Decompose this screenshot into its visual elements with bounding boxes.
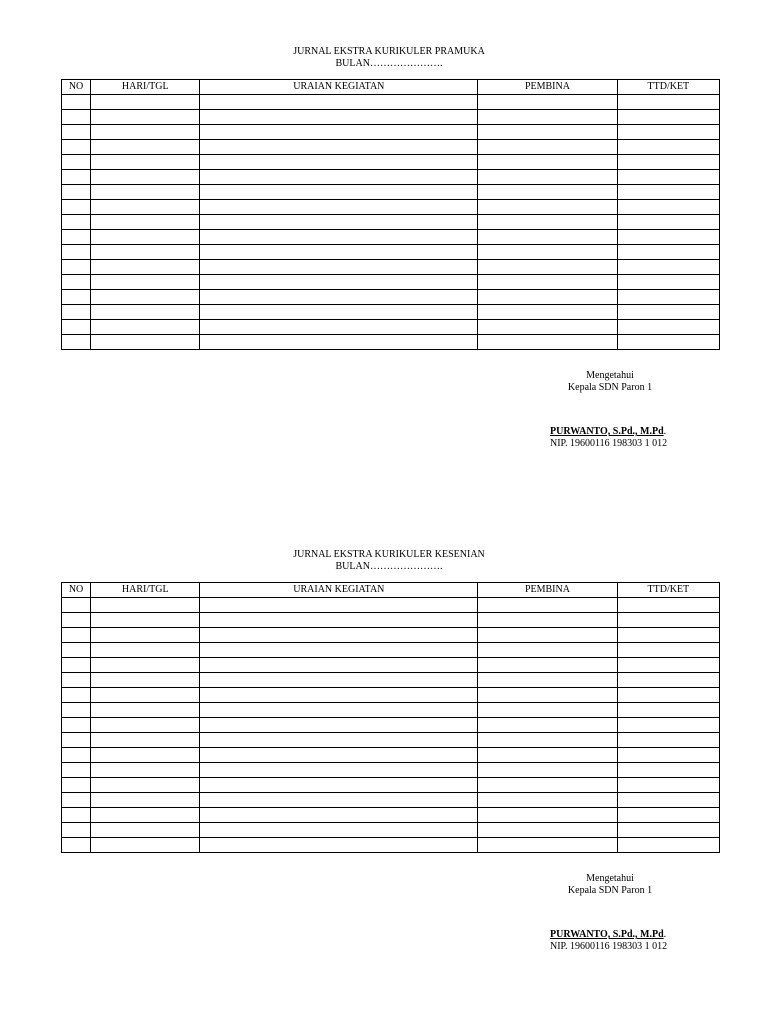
principal-nip: NIP. 19600116 198303 1 012	[550, 438, 668, 449]
cell-ttd-ket	[617, 823, 719, 838]
cell-hari-tgl	[91, 125, 200, 140]
cell-no	[62, 748, 91, 763]
cell-pembina	[478, 673, 617, 688]
cell-no	[62, 703, 91, 718]
cell-ttd-ket	[617, 320, 719, 335]
cell-no	[62, 643, 91, 658]
table-row	[62, 823, 720, 838]
table-row	[62, 275, 720, 290]
header-uraian-kegiatan: URAIAN KEGIATAN	[200, 80, 478, 95]
cell-uraian-kegiatan	[200, 320, 478, 335]
cell-hari-tgl	[91, 718, 200, 733]
table-row	[62, 95, 720, 110]
table-row	[62, 215, 720, 230]
cell-ttd-ket	[617, 335, 719, 350]
cell-no	[62, 688, 91, 703]
cell-hari-tgl	[91, 778, 200, 793]
cell-pembina	[478, 823, 617, 838]
cell-ttd-ket	[617, 95, 719, 110]
cell-ttd-ket	[617, 703, 719, 718]
cell-pembina	[478, 598, 617, 613]
cell-ttd-ket	[617, 778, 719, 793]
cell-ttd-ket	[617, 215, 719, 230]
cell-hari-tgl	[91, 838, 200, 853]
cell-no	[62, 778, 91, 793]
cell-pembina	[478, 170, 617, 185]
cell-hari-tgl	[91, 305, 200, 320]
table-row	[62, 673, 720, 688]
header-uraian-kegiatan: URAIAN KEGIATAN	[200, 583, 478, 598]
cell-no	[62, 335, 91, 350]
cell-ttd-ket	[617, 275, 719, 290]
cell-hari-tgl	[91, 763, 200, 778]
cell-uraian-kegiatan	[200, 688, 478, 703]
cell-pembina	[478, 793, 617, 808]
cell-uraian-kegiatan	[200, 673, 478, 688]
cell-ttd-ket	[617, 125, 719, 140]
table-row	[62, 260, 720, 275]
cell-ttd-ket	[617, 260, 719, 275]
cell-no	[62, 260, 91, 275]
cell-pembina	[478, 838, 617, 853]
cell-uraian-kegiatan	[200, 808, 478, 823]
cell-ttd-ket	[617, 643, 719, 658]
cell-ttd-ket	[617, 658, 719, 673]
cell-ttd-ket	[617, 185, 719, 200]
cell-pembina	[478, 320, 617, 335]
cell-no	[62, 170, 91, 185]
table-row	[62, 320, 720, 335]
table-row	[62, 140, 720, 155]
table-row	[62, 688, 720, 703]
cell-no	[62, 598, 91, 613]
cell-hari-tgl	[91, 110, 200, 125]
cell-no	[62, 763, 91, 778]
cell-pembina	[478, 155, 617, 170]
cell-ttd-ket	[617, 688, 719, 703]
cell-pembina	[478, 305, 617, 320]
cell-uraian-kegiatan	[200, 598, 478, 613]
cell-uraian-kegiatan	[200, 823, 478, 838]
cell-uraian-kegiatan	[200, 290, 478, 305]
table-row	[62, 748, 720, 763]
cell-no	[62, 838, 91, 853]
principal-signature	[550, 929, 666, 941]
table-row	[62, 733, 720, 748]
cell-no	[62, 718, 91, 733]
cell-no	[62, 793, 91, 808]
cell-uraian-kegiatan	[200, 275, 478, 290]
cell-uraian-kegiatan	[200, 778, 478, 793]
cell-uraian-kegiatan	[200, 718, 478, 733]
cell-uraian-kegiatan	[200, 95, 478, 110]
table-row	[62, 170, 720, 185]
table-row	[62, 155, 720, 170]
cell-uraian-kegiatan	[200, 748, 478, 763]
cell-uraian-kegiatan	[200, 155, 478, 170]
cell-pembina	[478, 613, 617, 628]
cell-uraian-kegiatan	[200, 230, 478, 245]
cell-hari-tgl	[91, 290, 200, 305]
cell-ttd-ket	[617, 808, 719, 823]
table-row	[62, 778, 720, 793]
cell-uraian-kegiatan	[200, 838, 478, 853]
cell-hari-tgl	[91, 260, 200, 275]
cell-hari-tgl	[91, 673, 200, 688]
table-header-row	[62, 583, 720, 598]
header-no: NO	[62, 583, 91, 598]
journal-month: BULAN………………….	[335, 58, 443, 69]
cell-no	[62, 673, 91, 688]
cell-hari-tgl	[91, 613, 200, 628]
table-row	[62, 185, 720, 200]
cell-hari-tgl	[91, 643, 200, 658]
cell-uraian-kegiatan	[200, 125, 478, 140]
cell-pembina	[478, 658, 617, 673]
cell-no	[62, 305, 91, 320]
cell-hari-tgl	[91, 320, 200, 335]
cell-pembina	[478, 808, 617, 823]
cell-ttd-ket	[617, 290, 719, 305]
cell-pembina	[478, 140, 617, 155]
cell-ttd-ket	[617, 110, 719, 125]
cell-hari-tgl	[91, 230, 200, 245]
cell-uraian-kegiatan	[200, 335, 478, 350]
cell-pembina	[478, 215, 617, 230]
cell-pembina	[478, 230, 617, 245]
cell-pembina	[478, 628, 617, 643]
table-row	[62, 110, 720, 125]
table-row	[62, 718, 720, 733]
cell-hari-tgl	[91, 823, 200, 838]
table-row	[62, 808, 720, 823]
cell-uraian-kegiatan	[200, 658, 478, 673]
cell-hari-tgl	[91, 688, 200, 703]
principal-name: PURWANTO, S.Pd., M.Pd	[550, 929, 664, 940]
cell-pembina	[478, 200, 617, 215]
cell-uraian-kegiatan	[200, 260, 478, 275]
header-ttd-ket: TTD/KET	[617, 583, 719, 598]
cell-uraian-kegiatan	[200, 245, 478, 260]
cell-uraian-kegiatan	[200, 110, 478, 125]
header-pembina: PEMBINA	[478, 583, 617, 598]
table-row	[62, 628, 720, 643]
cell-hari-tgl	[91, 793, 200, 808]
cell-pembina	[478, 763, 617, 778]
cell-uraian-kegiatan	[200, 763, 478, 778]
cell-no	[62, 320, 91, 335]
journal-table	[61, 79, 720, 350]
cell-ttd-ket	[617, 613, 719, 628]
cell-pembina	[478, 110, 617, 125]
cell-pembina	[478, 335, 617, 350]
cell-uraian-kegiatan	[200, 793, 478, 808]
cell-pembina	[478, 275, 617, 290]
table-row	[62, 305, 720, 320]
cell-ttd-ket	[617, 673, 719, 688]
cell-pembina	[478, 718, 617, 733]
principal-name: PURWANTO, S.Pd., M.Pd	[550, 426, 664, 437]
cell-no	[62, 215, 91, 230]
cell-ttd-ket	[617, 230, 719, 245]
cell-no	[62, 245, 91, 260]
cell-pembina	[478, 778, 617, 793]
cell-hari-tgl	[91, 155, 200, 170]
cell-pembina	[478, 748, 617, 763]
cell-pembina	[478, 185, 617, 200]
cell-hari-tgl	[91, 808, 200, 823]
cell-hari-tgl	[91, 275, 200, 290]
cell-uraian-kegiatan	[200, 185, 478, 200]
cell-ttd-ket	[617, 305, 719, 320]
principal-nip: NIP. 19600116 198303 1 012	[550, 941, 668, 952]
header-no: NO	[62, 80, 91, 95]
cell-pembina	[478, 260, 617, 275]
table-row	[62, 613, 720, 628]
cell-no	[62, 200, 91, 215]
cell-ttd-ket	[617, 733, 719, 748]
table-row	[62, 643, 720, 658]
cell-no	[62, 613, 91, 628]
table-row	[62, 290, 720, 305]
cell-hari-tgl	[91, 748, 200, 763]
cell-ttd-ket	[617, 628, 719, 643]
table-row	[62, 335, 720, 350]
header-hari-tgl: HARI/TGL	[91, 80, 200, 95]
journal-title: JURNAL EKSTRA KURIKULER PRAMUKA	[293, 46, 485, 57]
cell-ttd-ket	[617, 245, 719, 260]
acknowledgement-label: Mengetahui	[586, 873, 634, 884]
table-row	[62, 793, 720, 808]
cell-hari-tgl	[91, 215, 200, 230]
principal-signature	[550, 426, 666, 438]
cell-ttd-ket	[617, 200, 719, 215]
cell-uraian-kegiatan	[200, 703, 478, 718]
cell-no	[62, 290, 91, 305]
table-row	[62, 598, 720, 613]
cell-pembina	[478, 733, 617, 748]
cell-hari-tgl	[91, 170, 200, 185]
table-row	[62, 703, 720, 718]
table-row	[62, 838, 720, 853]
cell-pembina	[478, 643, 617, 658]
cell-pembina	[478, 688, 617, 703]
cell-no	[62, 95, 91, 110]
cell-uraian-kegiatan	[200, 200, 478, 215]
cell-hari-tgl	[91, 185, 200, 200]
cell-ttd-ket	[617, 155, 719, 170]
cell-no	[62, 230, 91, 245]
cell-no	[62, 628, 91, 643]
cell-no	[62, 110, 91, 125]
cell-pembina	[478, 290, 617, 305]
cell-ttd-ket	[617, 598, 719, 613]
cell-no	[62, 155, 91, 170]
cell-hari-tgl	[91, 733, 200, 748]
journal-title: JURNAL EKSTRA KURIKULER KESENIAN	[293, 549, 485, 560]
cell-uraian-kegiatan	[200, 643, 478, 658]
cell-uraian-kegiatan	[200, 140, 478, 155]
cell-ttd-ket	[617, 838, 719, 853]
cell-pembina	[478, 245, 617, 260]
principal-name-suffix: .	[663, 426, 667, 437]
header-pembina: PEMBINA	[478, 80, 617, 95]
cell-no	[62, 140, 91, 155]
principal-name-suffix: .	[663, 929, 667, 940]
cell-no	[62, 658, 91, 673]
cell-uraian-kegiatan	[200, 215, 478, 230]
table-row	[62, 230, 720, 245]
cell-hari-tgl	[91, 140, 200, 155]
cell-hari-tgl	[91, 95, 200, 110]
cell-no	[62, 823, 91, 838]
cell-pembina	[478, 95, 617, 110]
cell-no	[62, 808, 91, 823]
table-row	[62, 763, 720, 778]
cell-pembina	[478, 125, 617, 140]
cell-no	[62, 185, 91, 200]
cell-uraian-kegiatan	[200, 733, 478, 748]
table-row	[62, 125, 720, 140]
journal-table	[61, 582, 720, 853]
cell-hari-tgl	[91, 703, 200, 718]
principal-title: Kepala SDN Paron 1	[567, 382, 653, 393]
journal-month: BULAN………………….	[335, 561, 443, 572]
cell-uraian-kegiatan	[200, 628, 478, 643]
header-hari-tgl: HARI/TGL	[91, 583, 200, 598]
cell-uraian-kegiatan	[200, 305, 478, 320]
cell-ttd-ket	[617, 140, 719, 155]
acknowledgement-label: Mengetahui	[586, 370, 634, 381]
cell-hari-tgl	[91, 598, 200, 613]
table-row	[62, 658, 720, 673]
header-ttd-ket: TTD/KET	[617, 80, 719, 95]
cell-hari-tgl	[91, 628, 200, 643]
cell-hari-tgl	[91, 200, 200, 215]
cell-ttd-ket	[617, 763, 719, 778]
table-row	[62, 200, 720, 215]
cell-no	[62, 733, 91, 748]
table-header-row	[62, 80, 720, 95]
table-row	[62, 245, 720, 260]
cell-ttd-ket	[617, 748, 719, 763]
cell-ttd-ket	[617, 170, 719, 185]
cell-ttd-ket	[617, 793, 719, 808]
cell-ttd-ket	[617, 718, 719, 733]
cell-no	[62, 125, 91, 140]
cell-uraian-kegiatan	[200, 170, 478, 185]
cell-hari-tgl	[91, 658, 200, 673]
cell-hari-tgl	[91, 245, 200, 260]
cell-no	[62, 275, 91, 290]
cell-pembina	[478, 703, 617, 718]
cell-hari-tgl	[91, 335, 200, 350]
principal-title: Kepala SDN Paron 1	[567, 885, 653, 896]
cell-uraian-kegiatan	[200, 613, 478, 628]
